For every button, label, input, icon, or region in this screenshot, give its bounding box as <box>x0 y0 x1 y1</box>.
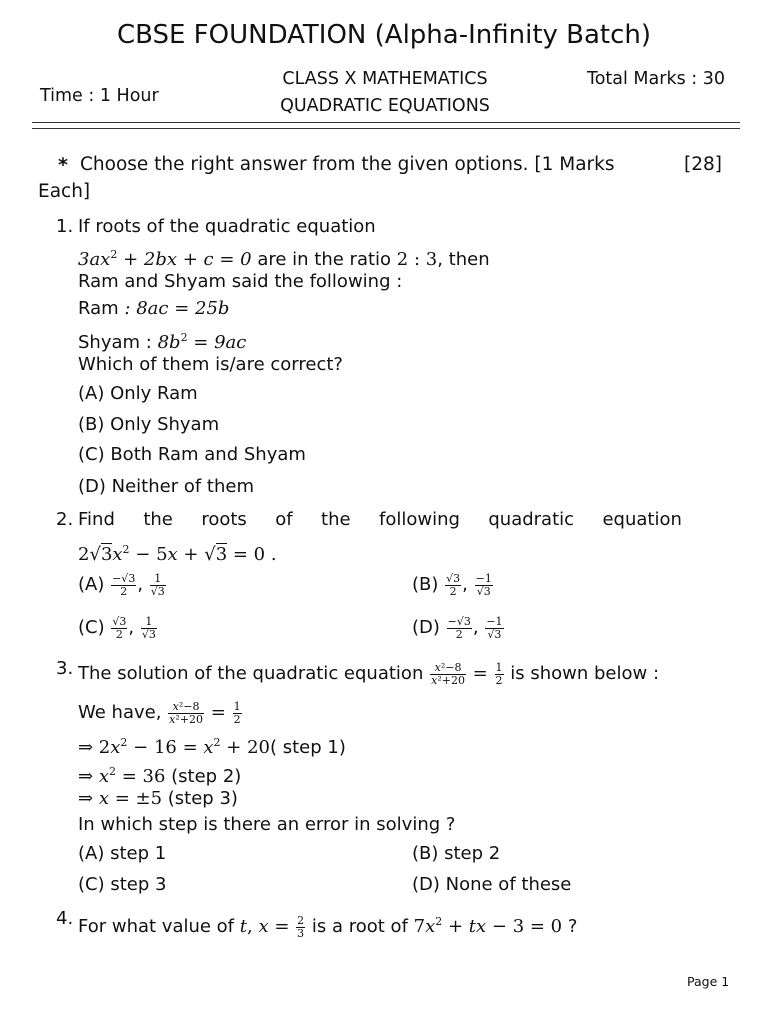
q3-number: 3. <box>56 658 74 679</box>
q2-line1 <box>78 507 682 533</box>
q1-option-a[interactable]: (A) Only Ram <box>78 383 198 404</box>
q3-step2: ⇒ $x^2 = 36$ (step 2) <box>78 765 242 787</box>
section-marks: [28] <box>684 154 722 175</box>
q3-option-a[interactable]: (A) step 1 <box>78 843 167 864</box>
q4-number: 4. <box>56 908 74 929</box>
q2-equation: $2√3x^2 - 5x + √3 = 0$ . <box>78 543 277 565</box>
q2-word: following <box>379 509 460 530</box>
q2-word: quadratic <box>488 509 575 530</box>
header-divider-top <box>32 122 740 123</box>
q1-equation-b: + 2bx + c = 0 <box>123 249 252 270</box>
q1-ratio: 2 : 3 <box>396 249 438 270</box>
q2-option-b[interactable]: (B) $\frac{√3}{2}$ , $\frac{-1}{√3}$ <box>412 571 492 598</box>
q1-ram-line <box>78 296 229 322</box>
q4-text: For what value of t, x = $\frac{2}{3}$ is a root of $7x^2$ + tx − 3 = 0 ? <box>78 913 578 940</box>
q1-equation-a: 3ax <box>78 249 111 270</box>
q2-word: the <box>321 509 351 530</box>
q4-text-a: For what value of <box>78 916 235 937</box>
q3-option-d[interactable]: (D) None of these <box>412 874 572 895</box>
q1-then: , then <box>437 249 490 270</box>
q2-option-c[interactable]: (C) $\frac{√3}{2}$ , $\frac{1}{√3}$ <box>78 614 156 641</box>
q2-option-a[interactable]: (A) $\frac{-√3}{2}$ , $\frac{1}{√3}$ <box>78 571 165 598</box>
page-number: Page 1 <box>687 974 730 989</box>
q2-number: 2. <box>56 509 74 530</box>
q2-option-b-label: (B) <box>412 574 439 595</box>
q2-option-c-label: (C) <box>78 617 105 638</box>
q3-step3-label: (step 3) <box>167 788 238 809</box>
q3-question: In which step is there an error in solving ? <box>78 814 456 835</box>
section-instruction-cont: Each] <box>38 181 91 202</box>
q1-shyam-line: Shyam : $8b^2 = 9ac$ <box>78 331 247 353</box>
page-title: CBSE FOUNDATION (Alpha-Infinity Batch) <box>116 20 652 50</box>
q2-word: roots <box>201 509 247 530</box>
q4-text-c: ? <box>567 916 578 937</box>
q1-line3: Ram and Shyam said the following : <box>78 271 403 292</box>
header-divider-bottom <box>32 128 740 129</box>
q3-option-b[interactable]: (B) step 2 <box>412 843 501 864</box>
topic-line: QUADRATIC EQUATIONS <box>280 96 490 116</box>
q1-number: 1. <box>56 216 74 237</box>
q1-option-b[interactable]: (B) Only Shyam <box>78 414 220 435</box>
q2-option-d-label: (D) <box>412 617 440 638</box>
q2-option-d[interactable]: (D) $\frac{-√3}{2}$ , $\frac{-1}{√3}$ <box>412 614 503 641</box>
q1-option-c[interactable]: (C) Both Ram and Shyam <box>78 444 306 465</box>
q2-word: Find <box>78 509 115 530</box>
q3-step3: ⇒ x = ±5 (step 3) <box>78 788 238 809</box>
q1-ram-eq: : 8ac = 25b <box>124 298 230 319</box>
q1-equation-line: $3ax^2 + 2bx + c = 0$ are in the ratio 2 : 3, then <box>78 248 490 270</box>
q3-line1-b: is shown below : <box>510 663 660 684</box>
bullet-icon: * <box>58 154 68 176</box>
q1-option-d[interactable]: (D) Neither of them <box>78 476 254 497</box>
q2-word: of <box>275 509 293 530</box>
class-line: CLASS X MATHEMATICS <box>282 69 488 89</box>
q1-ram-label: Ram <box>78 298 119 319</box>
q4-text-b: is a root of <box>311 916 408 937</box>
q3-we-have-label: We have, <box>78 702 162 723</box>
q3-step1-label: ( step 1) <box>269 737 346 758</box>
q3-line1-a: The solution of the quadratic equation <box>78 663 424 684</box>
q1-shyam-eq-b: = 9ac <box>193 332 247 353</box>
q3-step1: ⇒ $2x^2 - 16 = x^2 + 20$( step 1) <box>78 736 346 758</box>
q2-word: the <box>143 509 173 530</box>
q1-ratio-text: are in the ratio <box>257 249 392 270</box>
q3-step2-label: (step 2) <box>171 766 242 787</box>
q2-option-a-label: (A) <box>78 574 105 595</box>
total-marks: Total Marks : 30 <box>587 69 725 89</box>
q1-line1: If roots of the quadratic equation <box>78 216 376 237</box>
time-label: Time : 1 Hour <box>40 86 159 106</box>
q1-question: Which of them is/are correct? <box>78 354 343 375</box>
section-instruction: Choose the right answer from the given options. [1 Marks <box>80 154 615 175</box>
q3-line1: The solution of the quadratic equation $\frac{\text{x²−8}}{\text{x²+20}}$ = $\frac{1}{2}$ is shown below : <box>78 660 660 687</box>
q3-we-have: We have, $\frac{\text{x²−8}}{\text{x²+20}}$ = $\frac{1}{2}$ <box>78 699 241 726</box>
q1-shyam-eq-a: 8b <box>157 332 181 353</box>
q1-shyam-label: Shyam : <box>78 332 152 353</box>
q2-word: equation <box>602 509 682 530</box>
q3-option-c[interactable]: (C) step 3 <box>78 874 167 895</box>
